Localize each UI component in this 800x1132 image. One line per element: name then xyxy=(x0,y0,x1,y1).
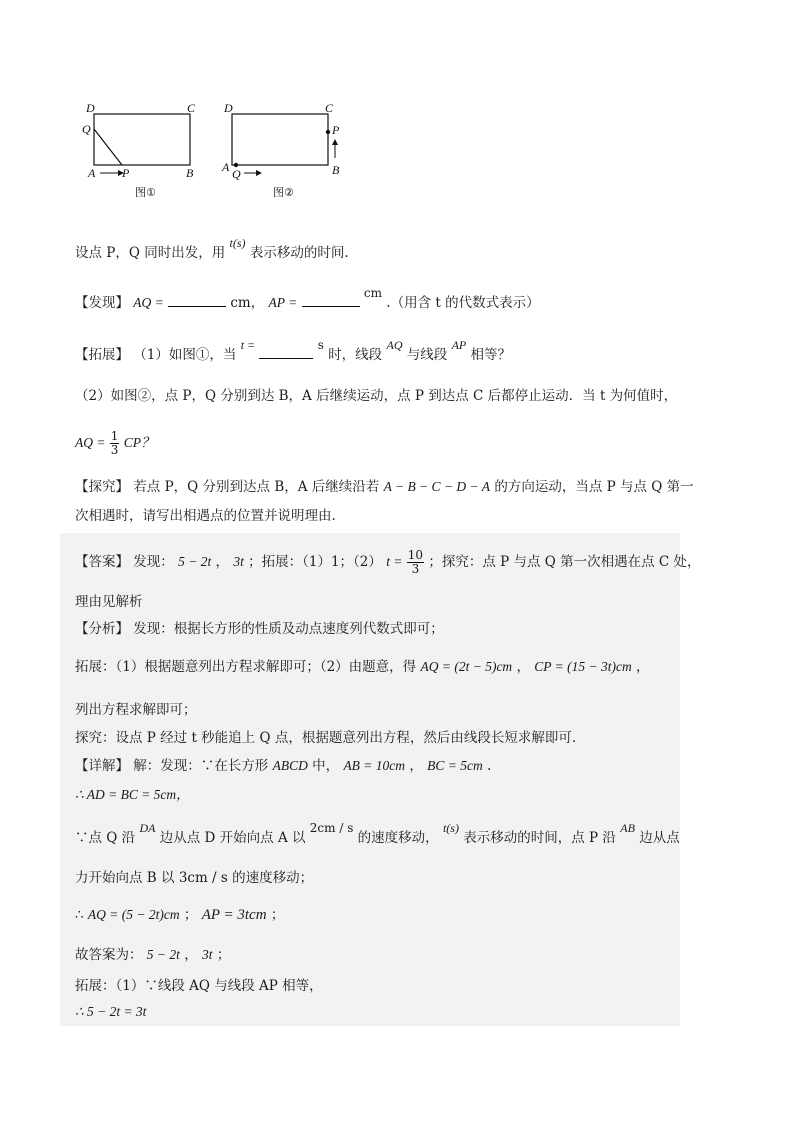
fig2-label-d: D xyxy=(224,101,233,115)
detail-6d: 3t xyxy=(202,947,213,962)
detail-line-6 xyxy=(75,945,230,965)
explore-text-1: 若点 P，Q 分别到达点 B，A 后继续沿若 xyxy=(133,479,380,495)
detail-3e: 的速度移动， xyxy=(357,830,439,846)
discover-blank-1[interactable] xyxy=(168,292,226,307)
answer-e3: t = xyxy=(386,554,403,569)
detail-1d: AB = 10cm xyxy=(343,758,406,773)
analysis-line-1 xyxy=(75,619,444,639)
expand1-text-3: 与线段 xyxy=(406,347,448,363)
detail-3c: 边从点 D 开始向点 A 以 xyxy=(159,830,306,846)
fig1-caption: 图① xyxy=(135,186,156,199)
explore-label: 【探究】 xyxy=(75,479,129,495)
fig2-label-q: Q xyxy=(232,167,241,181)
intro-line xyxy=(75,236,349,263)
expand2-fraction: $\frac{1}{3}$ xyxy=(110,429,119,457)
fig2-label-b: B xyxy=(332,163,340,177)
detail-1g: . xyxy=(487,758,492,774)
expand1-text-2: 时，线段 xyxy=(328,347,383,363)
detail-3f: t(s) xyxy=(442,821,459,835)
detail-1c: 中， xyxy=(312,758,340,774)
question-explore xyxy=(75,477,694,497)
expand1-t-eq: t = xyxy=(240,338,256,352)
detail-6c: ， xyxy=(184,947,198,963)
fig1-label-p: P xyxy=(122,166,130,180)
discover-label: 【发现】 xyxy=(75,295,129,311)
figure-2 xyxy=(218,100,353,202)
detail-5e: ； xyxy=(270,907,285,923)
expand1-aq: AQ xyxy=(386,338,403,352)
answer-t4: ；探究：点 P 与点 Q 第一次相遇在点 C 处， xyxy=(428,554,701,570)
answer-line-2: 理由见解析 xyxy=(75,594,143,610)
analysis-text-1: 发现：根据长方形的性质及动点速度列代数式即可； xyxy=(133,621,444,637)
detail-6b: 5 − 2t xyxy=(146,947,180,962)
analysis-2c: ， xyxy=(516,659,530,675)
expand1-blank[interactable] xyxy=(259,344,313,359)
detail-1e: ， xyxy=(409,758,423,774)
detail-4a: 力开始向点 B 以 xyxy=(75,870,175,886)
detail-3b: DA xyxy=(139,821,156,835)
detail-3i: 边从点 xyxy=(639,830,680,846)
detail-1b: ABCD xyxy=(272,758,308,773)
figure-1 xyxy=(80,100,210,202)
answer-label: 【答案】 xyxy=(75,554,129,570)
detail-3a: ∵点 Q 沿 xyxy=(75,830,136,846)
answer-t1: 发现： xyxy=(133,554,174,570)
answer-e1: 5 − 2t xyxy=(178,554,212,569)
expand2-eq-right: CP？ xyxy=(123,435,155,450)
answer-t2: ， xyxy=(215,554,230,570)
fig1-label-q: Q xyxy=(82,122,91,136)
discover-note: .（用含 t 的代数式表示） xyxy=(386,295,540,311)
answer-fraction: $\frac{10}{3}$ xyxy=(407,548,424,576)
fig2-caption: 图② xyxy=(273,186,294,199)
intro-text-2: 表示移动的时间. xyxy=(249,245,349,261)
detail-line-4 xyxy=(75,868,313,888)
analysis-line-3: 列出方程求解即可； xyxy=(75,702,197,718)
detail-5a: ∴ xyxy=(75,907,84,923)
detail-3h: AB xyxy=(620,821,635,835)
explore-path: A − B − C − D − A xyxy=(383,479,491,494)
analysis-line-4: 探究：设点 P 经过 t 秒能追上 Q 点，根据题意列出方程，然后由线段长短求解即可. xyxy=(75,730,577,746)
expand2-equation xyxy=(75,430,154,457)
fig1-label-c: C xyxy=(187,101,196,115)
expand1-ap: AP xyxy=(451,338,467,352)
detail-5b: AQ = (5 − 2t)cm xyxy=(87,907,180,922)
detail-4c: 的速度移动； xyxy=(232,870,314,886)
expand-label: 【拓展】 xyxy=(75,347,129,363)
detail-line-8: ∴ 5 − 2t = 3t xyxy=(75,1004,147,1019)
expand2-text: （2）如图②，点 P，Q 分别到达 B，A 后继续运动，点 P 到达点 C 后都停止运动．当 t 为何值时， xyxy=(75,388,678,404)
analysis-2d: CP = (15 − 3t)cm xyxy=(534,659,632,674)
fig2-label-a: A xyxy=(222,160,230,174)
discover-cm-1: cm， xyxy=(230,295,265,311)
question-discover xyxy=(75,286,540,313)
detail-6e: ； xyxy=(216,947,231,963)
detail-line-3 xyxy=(75,821,680,848)
detail-line-5 xyxy=(75,905,284,925)
detail-label: 【详解】 xyxy=(75,758,129,774)
detail-6a: 故答案为： xyxy=(75,947,143,963)
intro-text: 设点 P，Q 同时出发，用 xyxy=(75,245,226,261)
fig1-label-b: B xyxy=(186,166,194,180)
answer-e2: 3t xyxy=(233,554,244,569)
expand1-text-4: 相等？ xyxy=(470,347,512,363)
intro-t-unit: t(s) xyxy=(229,236,246,250)
analysis-label: 【分析】 xyxy=(75,621,129,637)
detail-5d: AP = 3tcm xyxy=(201,907,267,923)
explore-text-2: 的方向运动，当点 P 与点 Q 第一 xyxy=(494,479,694,495)
fig1-label-a: A xyxy=(88,166,96,180)
detail-line-7: 拓展：（1）∵线段 AQ 与线段 AP 相等， xyxy=(75,978,323,994)
expand2-eq-left: AQ = xyxy=(75,435,106,450)
detail-3g: 表示移动的时间，点 P 沿 xyxy=(463,830,616,846)
detail-3d: 2cm / s xyxy=(309,821,354,835)
analysis-2a: 拓展：（1）根据题意列出方程求解即可；（2）由题意，得 xyxy=(75,659,417,675)
answer-t3: ；拓展：（1）1；（2） xyxy=(248,554,382,570)
discover-ap: AP = xyxy=(268,295,298,310)
analysis-2b: AQ = (2t − 5)cm xyxy=(420,659,513,674)
detail-1a: 解：发现：∵在长方形 xyxy=(133,758,269,774)
discover-aq: AQ = xyxy=(133,295,164,310)
analysis-2e: ， xyxy=(636,659,650,675)
question-expand-2 xyxy=(75,386,677,406)
discover-cm-2: cm xyxy=(363,286,382,300)
detail-1f: BC = 5cm xyxy=(427,758,483,773)
discover-blank-2[interactable] xyxy=(302,292,360,307)
question-expand-1 xyxy=(75,338,512,365)
detail-line-1 xyxy=(75,756,491,776)
fig2-label-p: P xyxy=(332,123,340,137)
detail-4b: 3cm / s xyxy=(178,870,228,886)
expand1-text-1: （1）如图①，当 xyxy=(133,347,237,363)
answer-line-1 xyxy=(75,549,701,576)
expand1-s: s xyxy=(317,338,324,352)
detail-line-2: ∴ AD = BC = 5cm， xyxy=(75,787,190,802)
fig1-label-d: D xyxy=(86,101,95,115)
analysis-line-2 xyxy=(75,657,650,677)
fig2-label-c: C xyxy=(325,101,334,115)
explore-line-2: 次相遇时，请写出相遇点的位置并说明理由. xyxy=(75,508,336,524)
detail-5c: ； xyxy=(183,907,198,923)
